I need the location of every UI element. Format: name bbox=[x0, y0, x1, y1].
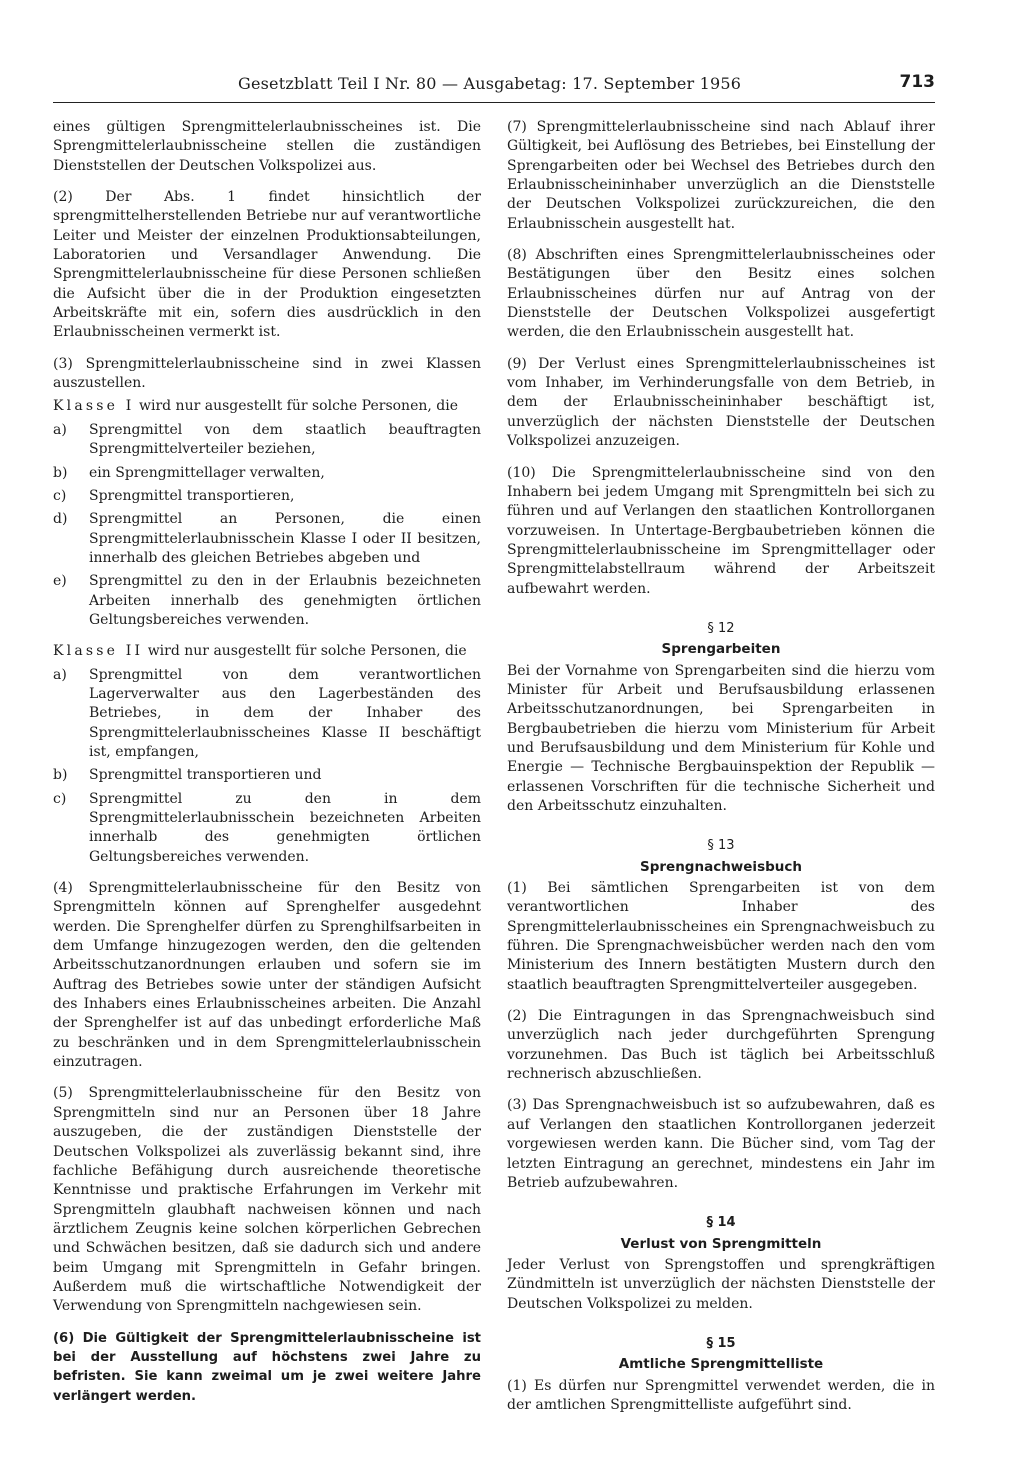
section-12-title: Sprengarbeiten bbox=[661, 641, 781, 658]
section-15-number: § 15 bbox=[706, 1335, 736, 1351]
header-title: Gesetzblatt Teil I Nr. 80 — Ausgabetag: 17. September 1956 bbox=[238, 74, 742, 93]
section-12-text: Bei der Vornahme von Sprengarbeiten sind die hierzu vom Minister für Arbeit und Berufsausbildung erlassenen Arbeitsschutzanordnungen, bei Sprengarbeiten in Bergbaubetrieben die hierzu vom Ministerium für Arbeit und Berufsausbildung und dem Ministerium für Kohle und Energie — Technische Bergbauinspektion der Republik — erlassenen Vorschriften für die technische Sicherheit und den Arbeitsschutz einzuhalten. bbox=[507, 662, 935, 814]
section-13-paragraph-3: (3) Das Sprengnachweisbuch ist so aufzubewahren, daß es auf Verlangen den staatlichen Kontrollorganen jederzeit vorgewiesen werden kann. Die Bücher sind, vom Tag der letzten Eintragung an gerechnet, mindestens ein Jahr im Betrieb aufzubewahren. bbox=[507, 1097, 935, 1191]
section-14-title: Verlust von Sprengmitteln bbox=[620, 1235, 822, 1252]
list-item: a) Sprengmittel von dem verantwortlichen Lagerverwalter aus den Lagerbeständen des Betriebes, in dem der Inhaber des Sprengmittelerlaubnisscheines Klasse II beschäftigt ist, empfangen, bbox=[53, 666, 481, 760]
paragraph-5: (5) Sprengmittelerlaubnisscheine für den Besitz von Sprengmitteln sind nur an Personen über 18 Jahre auszugeben, die der zuständigen Dienststelle der Deutschen Volkspolizei als zuverlässig bekannt sind, ihre fachliche Befähigung durch ausreichende theoretische Kenntnisse und praktische Erfahrungen im Verkehr mit Sprengmitteln glaubhaft nachweisen können und nach ärztlichem Zeugnis keine solchen körperlichen Gebrechen und Schwächen besitzen, daß sie dadurch sich und andere beim Umgang mit Sprengmitteln in Gefahr bringen. Außerdem muß die wirtschaftliche Notwendigkeit der Verwendung von Sprengmitteln nachgewiesen sein. bbox=[53, 1085, 481, 1315]
section-13-paragraph-1: (1) Bei sämtlichen Sprengarbeiten ist von dem verantwortlichen Inhaber des Sprengmittelerlaubnisscheines ein Sprengnachweisbuch zu führen. Die Sprengnachweisbücher werden nach den vom Ministerium des Innern bestätigten Mustern durch den staatlich beauftragten Sprengmittelverteiler ausgegeben. bbox=[507, 880, 935, 993]
left-column bbox=[53, 118, 481, 1418]
list-item: b) Sprengmittel transportieren und bbox=[53, 767, 322, 784]
list-item: c) Sprengmittel transportieren, bbox=[53, 487, 295, 504]
paragraph-9: (9) Der Verlust eines Sprengmittelerlaubnisscheines ist vom Inhaber, im Verhinderungsfalle von dem Betrieb, in dem der Erlaubnisscheininhaber beschäftigt ist, unverzüglich der nächsten Dienststelle der Deutschen Volkspolizei anzuzeigen. bbox=[507, 355, 935, 450]
class-1-intro bbox=[53, 397, 481, 416]
list-item: b) ein Sprengmittellager verwalten, bbox=[53, 464, 325, 481]
paragraph-8: (8) Abschriften eines Sprengmittelerlaubnisscheines oder Bestätigungen über den Besitz eines solchen Erlaubnisscheines dürfen nur auf Antrag von der Dienststelle der Deutschen Volkspolizei ausgefertigt werden, die den Erlaubnisschein ausgestellt hat. bbox=[507, 247, 935, 341]
paragraph-continued: eines gültigen Sprengmittelerlaubnisscheines ist. Die Sprengmittelerlaubnisscheine stellen die zuständigen Dienststellen der Deutschen Volkspolizei aus. bbox=[53, 119, 481, 174]
section-15-paragraph-1: (1) Es dürfen nur Sprengmittel verwendet werden, die in der amtlichen Sprengmittelliste aufgeführt sind. bbox=[507, 1377, 935, 1413]
paragraph-10: (10) Die Sprengmittelerlaubnisscheine sind von den Inhabern bei jedem Umgang mit Sprengmitteln bei sich zu führen und auf Verlangen den staatlichen Kontrollorganen vorzuweisen. In Untertage-Bergbaubetrieben können die Sprengmittelerlaubnisscheine im Sprengmittellager oder Sprengmittelabstellraum während der Arbeitszeit aufbewahrt werden. bbox=[507, 464, 935, 597]
right-column bbox=[507, 118, 935, 1427]
class-2-intro bbox=[53, 642, 481, 661]
class-1-text: wird nur ausgestellt für solche Personen, die bbox=[138, 398, 458, 415]
class-2-label: Klasse II bbox=[53, 643, 144, 660]
page-header bbox=[53, 72, 935, 103]
paragraph-7: (7) Sprengmittelerlaubnisscheine sind nach Ablauf ihrer Gültigkeit, bei Auflösung des Betriebes, bei Einstellung der Sprengarbeiten oder bei Wechsel des Betriebes durch den Erlaubnisscheininhaber unverzüglich an die Dienststelle der Deutschen Volkspolizei zurückzureichen, die den Erlaubnisschein ausgestellt hat. bbox=[507, 119, 935, 232]
section-13-number: § 13 bbox=[707, 838, 735, 854]
paragraph-2: (2) Der Abs. 1 findet hinsichtlich der sprengmittelherstellenden Betriebe nur auf verantwortliche Leiter und Meister der einzelnen Produktionsabteilungen, Laboratorien und Versandlager Anwendung. Die Sprengmittelerlaubnisscheine für diese Personen schließen die Aufsicht über die in der Produktion eingesetzten Arbeitskräfte mit ein, sofern dies ausdrücklich in den Erlaubnisscheinen vermerkt ist. bbox=[53, 189, 481, 341]
list-item: c) Sprengmittel zu den in dem Sprengmittelerlaubnisschein bezeichneten Arbeiten innerhalb des genehmigten örtlichen Geltungsbereiches verwenden. bbox=[53, 790, 481, 865]
list-item: e) Sprengmittel zu den in der Erlaubnis bezeichneten Arbeiten innerhalb des genehmigten örtlichen Geltungsbereiches verwenden. bbox=[53, 573, 481, 628]
class-1-label: Klasse I bbox=[53, 398, 135, 415]
section-15-title: Amtliche Sprengmittelliste bbox=[618, 1356, 824, 1373]
page-number: 713 bbox=[899, 72, 935, 92]
section-13-paragraph-2: (2) Die Eintragungen in das Sprengnachweisbuch sind unverzüglich nach jeder durchgeführten Sprengung vorzunehmen. Das Buch ist täglich bei Arbeitsschluß rechnerisch abzuschließen. bbox=[507, 1008, 935, 1083]
section-13-title: Sprengnachweisbuch bbox=[640, 858, 802, 875]
list-item: d) Sprengmittel an Personen, die einen Sprengmittelerlaubnisschein Klasse I oder II besitzen, innerhalb des gleichen Betriebes abgeben und bbox=[53, 511, 481, 566]
list-item: a) Sprengmittel von dem staatlich beauftragten Sprengmittelverteiler beziehen, bbox=[53, 421, 481, 458]
paragraph-3: (3) Sprengmittelerlaubnisscheine sind in zwei Klassen auszustellen. bbox=[53, 355, 481, 392]
class-2-text: wird nur ausgestellt für solche Personen, die bbox=[147, 643, 467, 660]
paragraph-6: (6) Die Gültigkeit der Sprengmittelerlaubnisscheine ist bei der Ausstellung auf höchstens zwei Jahre zu befristen. Sie kann zweimal um je zwei weitere Jahre verlängert werden. bbox=[53, 1330, 481, 1404]
section-14-number: § 14 bbox=[706, 1215, 736, 1231]
section-14-text: Jeder Verlust von Sprengstoffen und sprengkräftigen Zündmitteln ist unverzüglich der nächsten Dienststelle der Deutschen Volkspolizei zu melden. bbox=[507, 1256, 935, 1312]
paragraph-4: (4) Sprengmittelerlaubnisscheine für den Besitz von Sprengmitteln können auf Sprenghelfer ausgedehnt werden. Die Sprenghelfer dürfen zu Sprenghilfsarbeiten in dem Umfange hinzugezogen werden, den die geltenden Arbeitsschutzanordnungen erlauben und sofern sie im Auftrag des Betriebes sowie unter der ständigen Aufsicht des Inhabers eines Erlaubnisscheines arbeiten. Die Anzahl der Sprenghelfer ist auf das unbedingt erforderliche Maß zu beschränken und in dem Sprengmittelerlaubnisschein einzutragen. bbox=[53, 880, 481, 1071]
section-12-number: § 12 bbox=[707, 620, 735, 636]
